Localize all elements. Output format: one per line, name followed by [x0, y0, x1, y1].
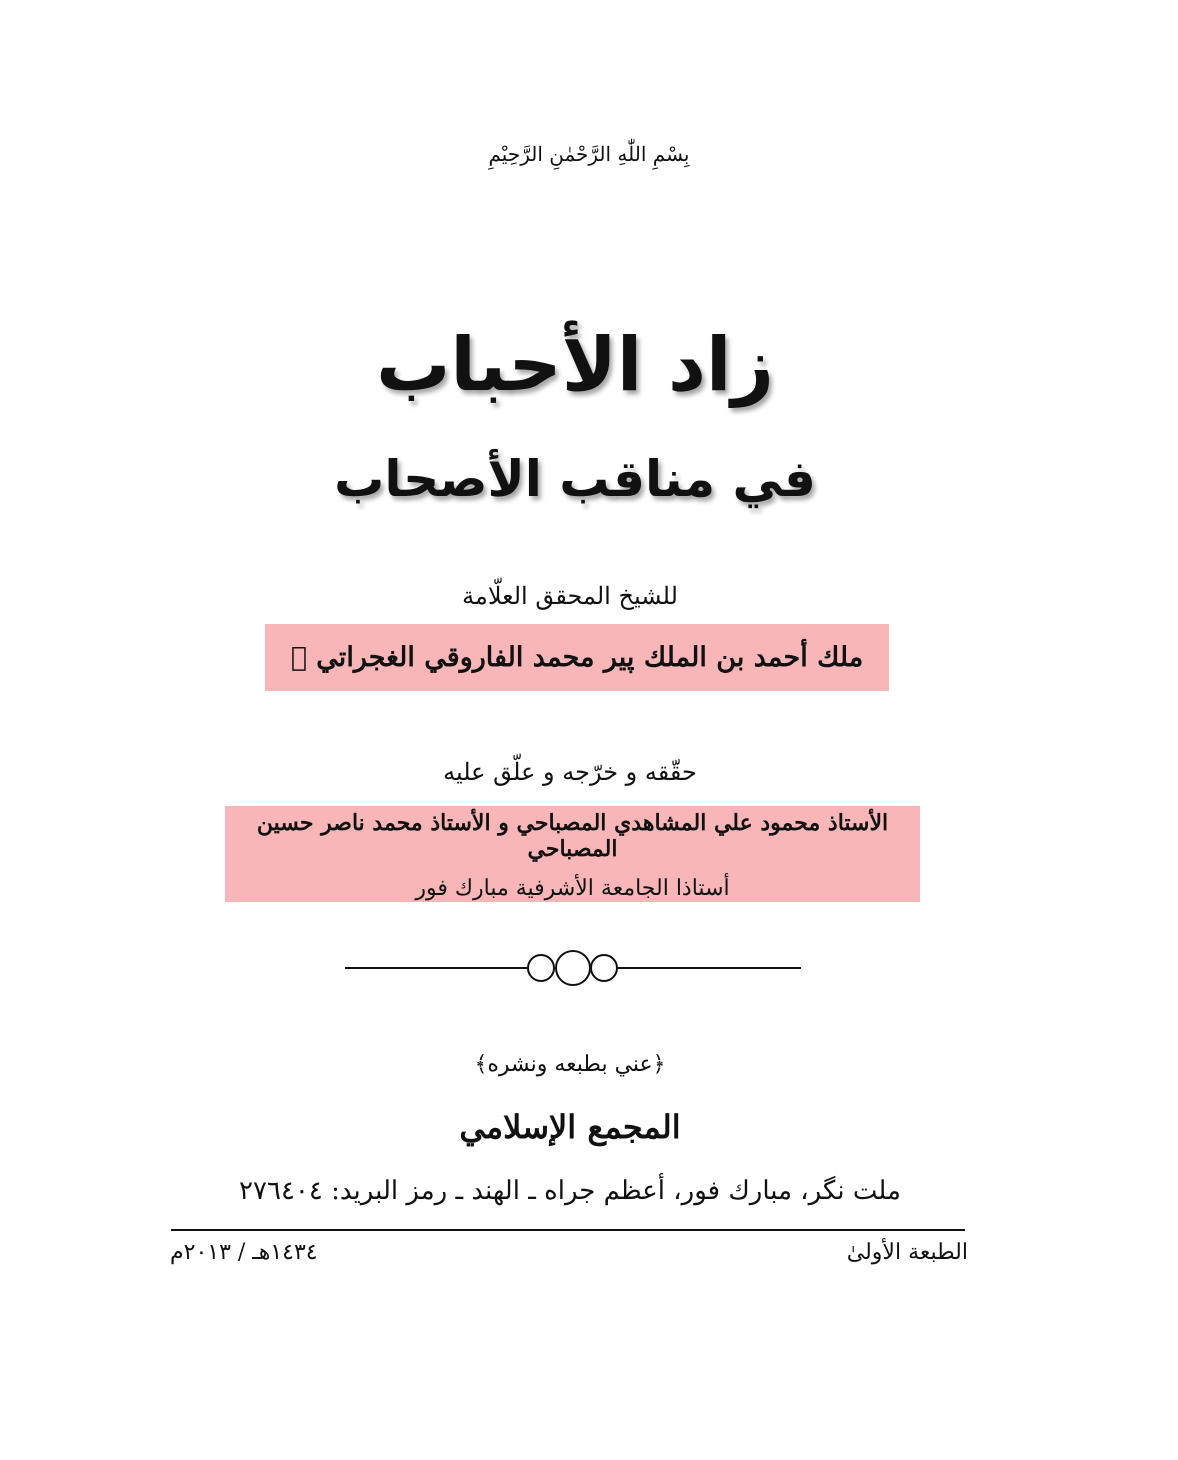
basmala: بِسْمِ اللّٰهِ الرَّحْمٰنِ الرَّحِيْمِ	[488, 142, 690, 166]
author-name: ملك أحمد بن الملك پير محمد الفاروقي الغجراتي ﷫	[290, 642, 864, 673]
book-title: زاد الأحباب	[376, 322, 774, 408]
publish-note: ﴿عني بطبعه ونشره﴾	[474, 1052, 666, 1077]
book-subtitle: في مناقب الأصحاب	[334, 450, 816, 508]
editor-intro: حقّقه و خرّجه و علّق عليه	[443, 758, 697, 786]
editor-affiliation: أستاذا الجامعة الأشرفية مبارك فور	[415, 876, 730, 901]
publication-date: ١٤٣٤هـ / ٢٠١٣م	[170, 1240, 318, 1265]
edition-label: الطبعة الأولیٰ	[846, 1240, 968, 1265]
ornament-divider-icon	[345, 950, 801, 986]
editor-highlight-box	[225, 806, 920, 902]
publisher-name: المجمع الإسلامي	[459, 1108, 681, 1146]
author-highlight-box	[265, 624, 889, 691]
editor-names: الأستاذ محمود علي المشاهدي المصباحي و الأستاذ محمد ناصر حسين المصباحي	[256, 810, 889, 862]
bottom-rule	[171, 1229, 965, 1231]
author-intro: للشيخ المحقق العلّامة	[462, 582, 678, 610]
publisher-address: ملت نگر، مبارك فور، أعظم جراه ـ الهند ـ رمز البريد: ٢٧٦٤٠٤	[239, 1176, 901, 1206]
